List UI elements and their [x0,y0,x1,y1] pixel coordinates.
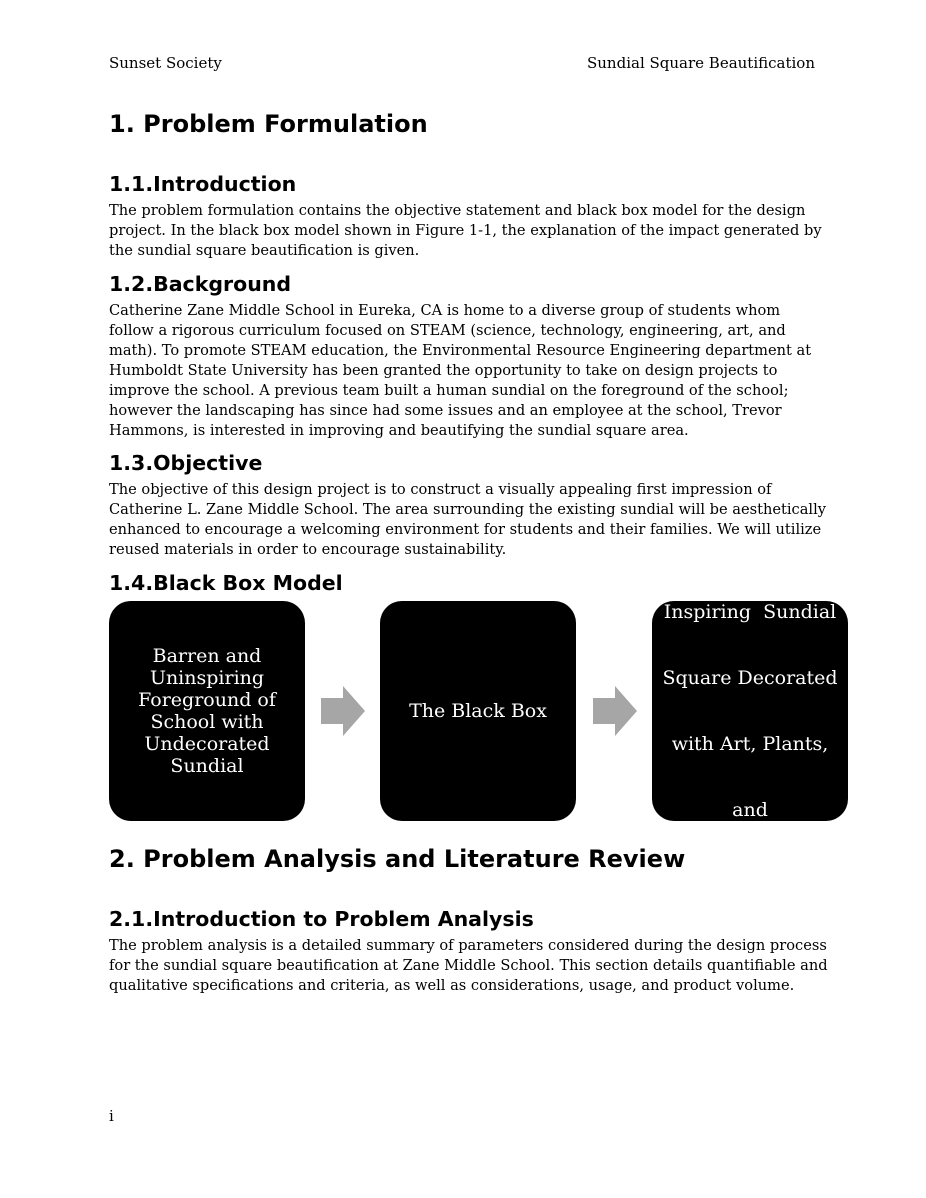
right-arrow-icon [321,686,365,736]
blackbox-input-box [109,601,305,821]
blackbox-output-line: and [732,799,768,821]
intro-line: The problem formulation contains the objective statement and black box model for the design [109,202,806,219]
problem-analysis-intro-heading: 2.1.Introduction to Problem Analysis [109,907,534,931]
problem-analysis-intro-paragraph [109,936,829,996]
blackbox-input-line: School with [150,711,264,733]
objective-line: The objective of this design project is to construct a visually appealing first impression of [109,481,772,498]
blackbox-process-text: The Black Box [409,700,547,722]
blackbox-process-box [380,601,576,821]
blackbox-output-line: Inspiring Sundial [663,601,837,623]
blackbox-input-line: Foreground of [138,689,276,711]
background-line: improve the school. A previous team built a human sundial on the foreground of the school; [109,382,789,399]
background-line: however the landscaping has since had some issues and an employee at the school, Trevor [109,402,782,419]
intro-heading: 1.1.Introduction [109,172,297,196]
header-right-text: Sundial Square Beautification [587,54,815,72]
problem-analysis-line: for the sundial square beautification at Zane Middle School. This section details quantifiable and [109,957,828,974]
blackbox-output-line: Square Decorated [662,667,838,689]
right-arrow-icon [593,686,637,736]
background-paragraph [109,301,829,441]
section-2-title: 2. Problem Analysis and Literature Review [109,845,686,873]
intro-line: the sundial square beautification is given. [109,242,420,259]
objective-line: reused materials in order to encourage sustainability. [109,541,507,558]
background-heading: 1.2.Background [109,272,292,296]
blackbox-input-line: Undecorated [144,733,270,755]
background-line: math). To promote STEAM education, the Environmental Resource Engineering department at [109,342,812,359]
blackbox-input-text [138,645,276,777]
background-line: Hammons, is interested in improving and beautifying the sundial square area. [109,422,689,439]
objective-line: enhanced to encourage a welcoming environment for students and their families. We will utilize [109,521,822,538]
background-line: follow a rigorous curriculum focused on STEAM (science, technology, engineering, art, and [109,322,786,339]
blackbox-input-line: Uninspiring [149,667,265,689]
section-1-title: 1. Problem Formulation [109,110,428,138]
objective-heading: 1.3.Objective [109,451,263,475]
intro-line: project. In the black box model shown in Figure 1-1, the explanation of the impact generated by [109,222,822,239]
background-line: Humboldt State University has been granted the opportunity to take on design projects to [109,362,778,379]
blackbox-output-line: with Art, Plants, [671,733,829,755]
blackbox-output-text [662,491,837,931]
blackbox-output-line: Landsacaping [682,865,818,887]
blackbox-input-line: Sundial [170,755,244,777]
header-left-text: Sunset Society [109,54,222,72]
blackbox-output-line: Beautiful, [703,535,797,557]
intro-paragraph [109,201,829,261]
objective-line: Catherine L. Zane Middle School. The area surrounding the existing sundial will be aesthetically [109,501,827,518]
blackbox-heading: 1.4.Black Box Model [109,571,343,595]
blackbox-output-box [652,535,848,887]
blackbox-input-line: Barren and [152,645,262,667]
problem-analysis-line: qualitative specifications and criteria, as well as considerations, usage, and product volume. [109,977,795,994]
problem-analysis-line: The problem analysis is a detailed summary of parameters considered during the design process [109,937,827,954]
page-number: i [109,1107,114,1125]
background-line: Catherine Zane Middle School in Eureka, CA is home to a diverse group of students whom [109,302,781,319]
